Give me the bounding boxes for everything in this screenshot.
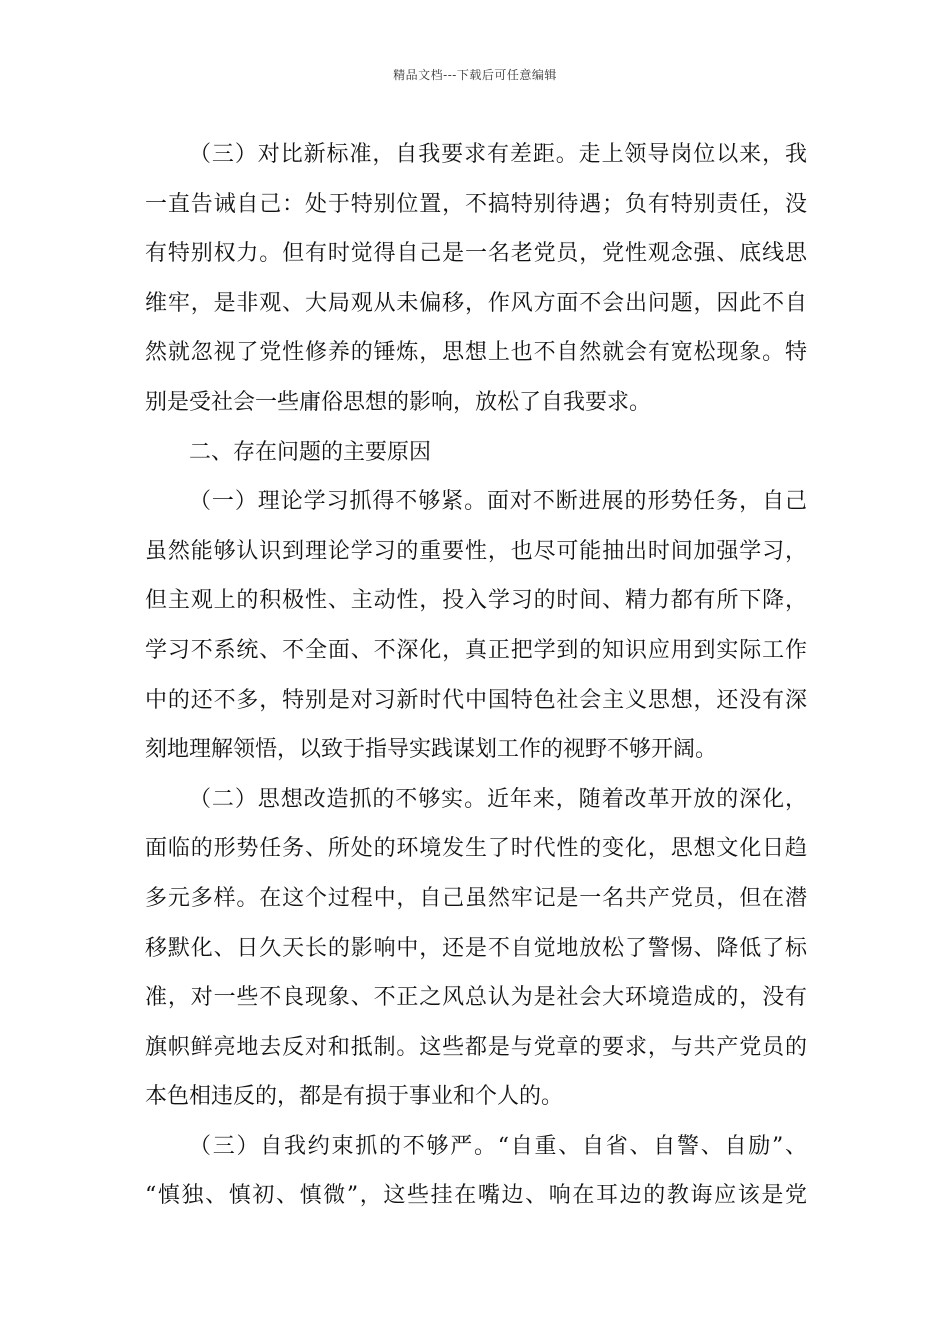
text-line: 面临的形势任务、所处的环境发生了时代性的变化，思想文化日趋 (145, 836, 807, 862)
text-line: 但主观上的积极性、主动性，投入学习的时间、精力都有所下降， (145, 588, 807, 614)
text-line: 虽然能够认识到理论学习的重要性，也尽可能抽出时间加强学习， (145, 538, 807, 564)
text-line: 有特别权力。但有时觉得自己是一名老党员，党性观念强、底线思 (145, 241, 807, 267)
text-line: 别是受社会一些庸俗思想的影响，放松了自我要求。 (145, 389, 652, 415)
text-line: 学习不系统、不全面、不深化，真正把学到的知识应用到实际工作 (145, 637, 807, 663)
text-line: 二、存在问题的主要原因 (189, 439, 432, 465)
text-line: 准，对一些不良现象、不正之风总认为是社会大环境造成的，没有 (145, 985, 807, 1011)
text-line: “慎独、慎初、慎微”，这些挂在嘴边、响在耳边的教诲应该是党 (145, 1183, 807, 1209)
text-line: 多元多样。在这个过程中，自己虽然牢记是一名共产党员，但在潜 (145, 885, 807, 911)
document-body (145, 130, 807, 1221)
text-line: 移默化、日久天长的影响中，还是不自觉地放松了警惕、降低了标 (145, 935, 807, 961)
text-line: 中的还不多，特别是对习新时代中国特色社会主义思想，还没有深 (145, 687, 807, 713)
text-line: 维牢，是非观、大局观从未偏移，作风方面不会出问题，因此不自 (145, 290, 807, 316)
text-line: （三）对比新标准，自我要求有差距。走上领导岗位以来，我 (189, 142, 807, 167)
text-line: 本色相违反的，都是有损于事业和个人的。 (145, 1084, 564, 1110)
text-line: （一）理论学习抓得不够紧。面对不断进展的形势任务，自己 (189, 489, 807, 515)
text-line: 一直告诫自己：处于特别位置，不搞特别待遇；负有特别责任，没 (145, 191, 807, 217)
text-line: 然就忽视了党性修养的锤炼，思想上也不自然就会有宽松现象。特 (145, 340, 807, 366)
text-line: 刻地理解领悟，以致于指导实践谋划工作的视野不够开阔。 (145, 737, 718, 763)
page-header: 精品文档---下载后可任意编辑 (393, 68, 557, 82)
text-line: 旗帜鲜亮地去反对和抵制。这些都是与党章的要求，与共产党员的 (145, 1034, 807, 1060)
text-line: （二）思想改造抓的不够实。近年来，随着改革开放的深化， (189, 786, 807, 812)
text-line: （三）自我约束抓的不够严。“自重、自省、自警、自励”、 (189, 1133, 807, 1159)
